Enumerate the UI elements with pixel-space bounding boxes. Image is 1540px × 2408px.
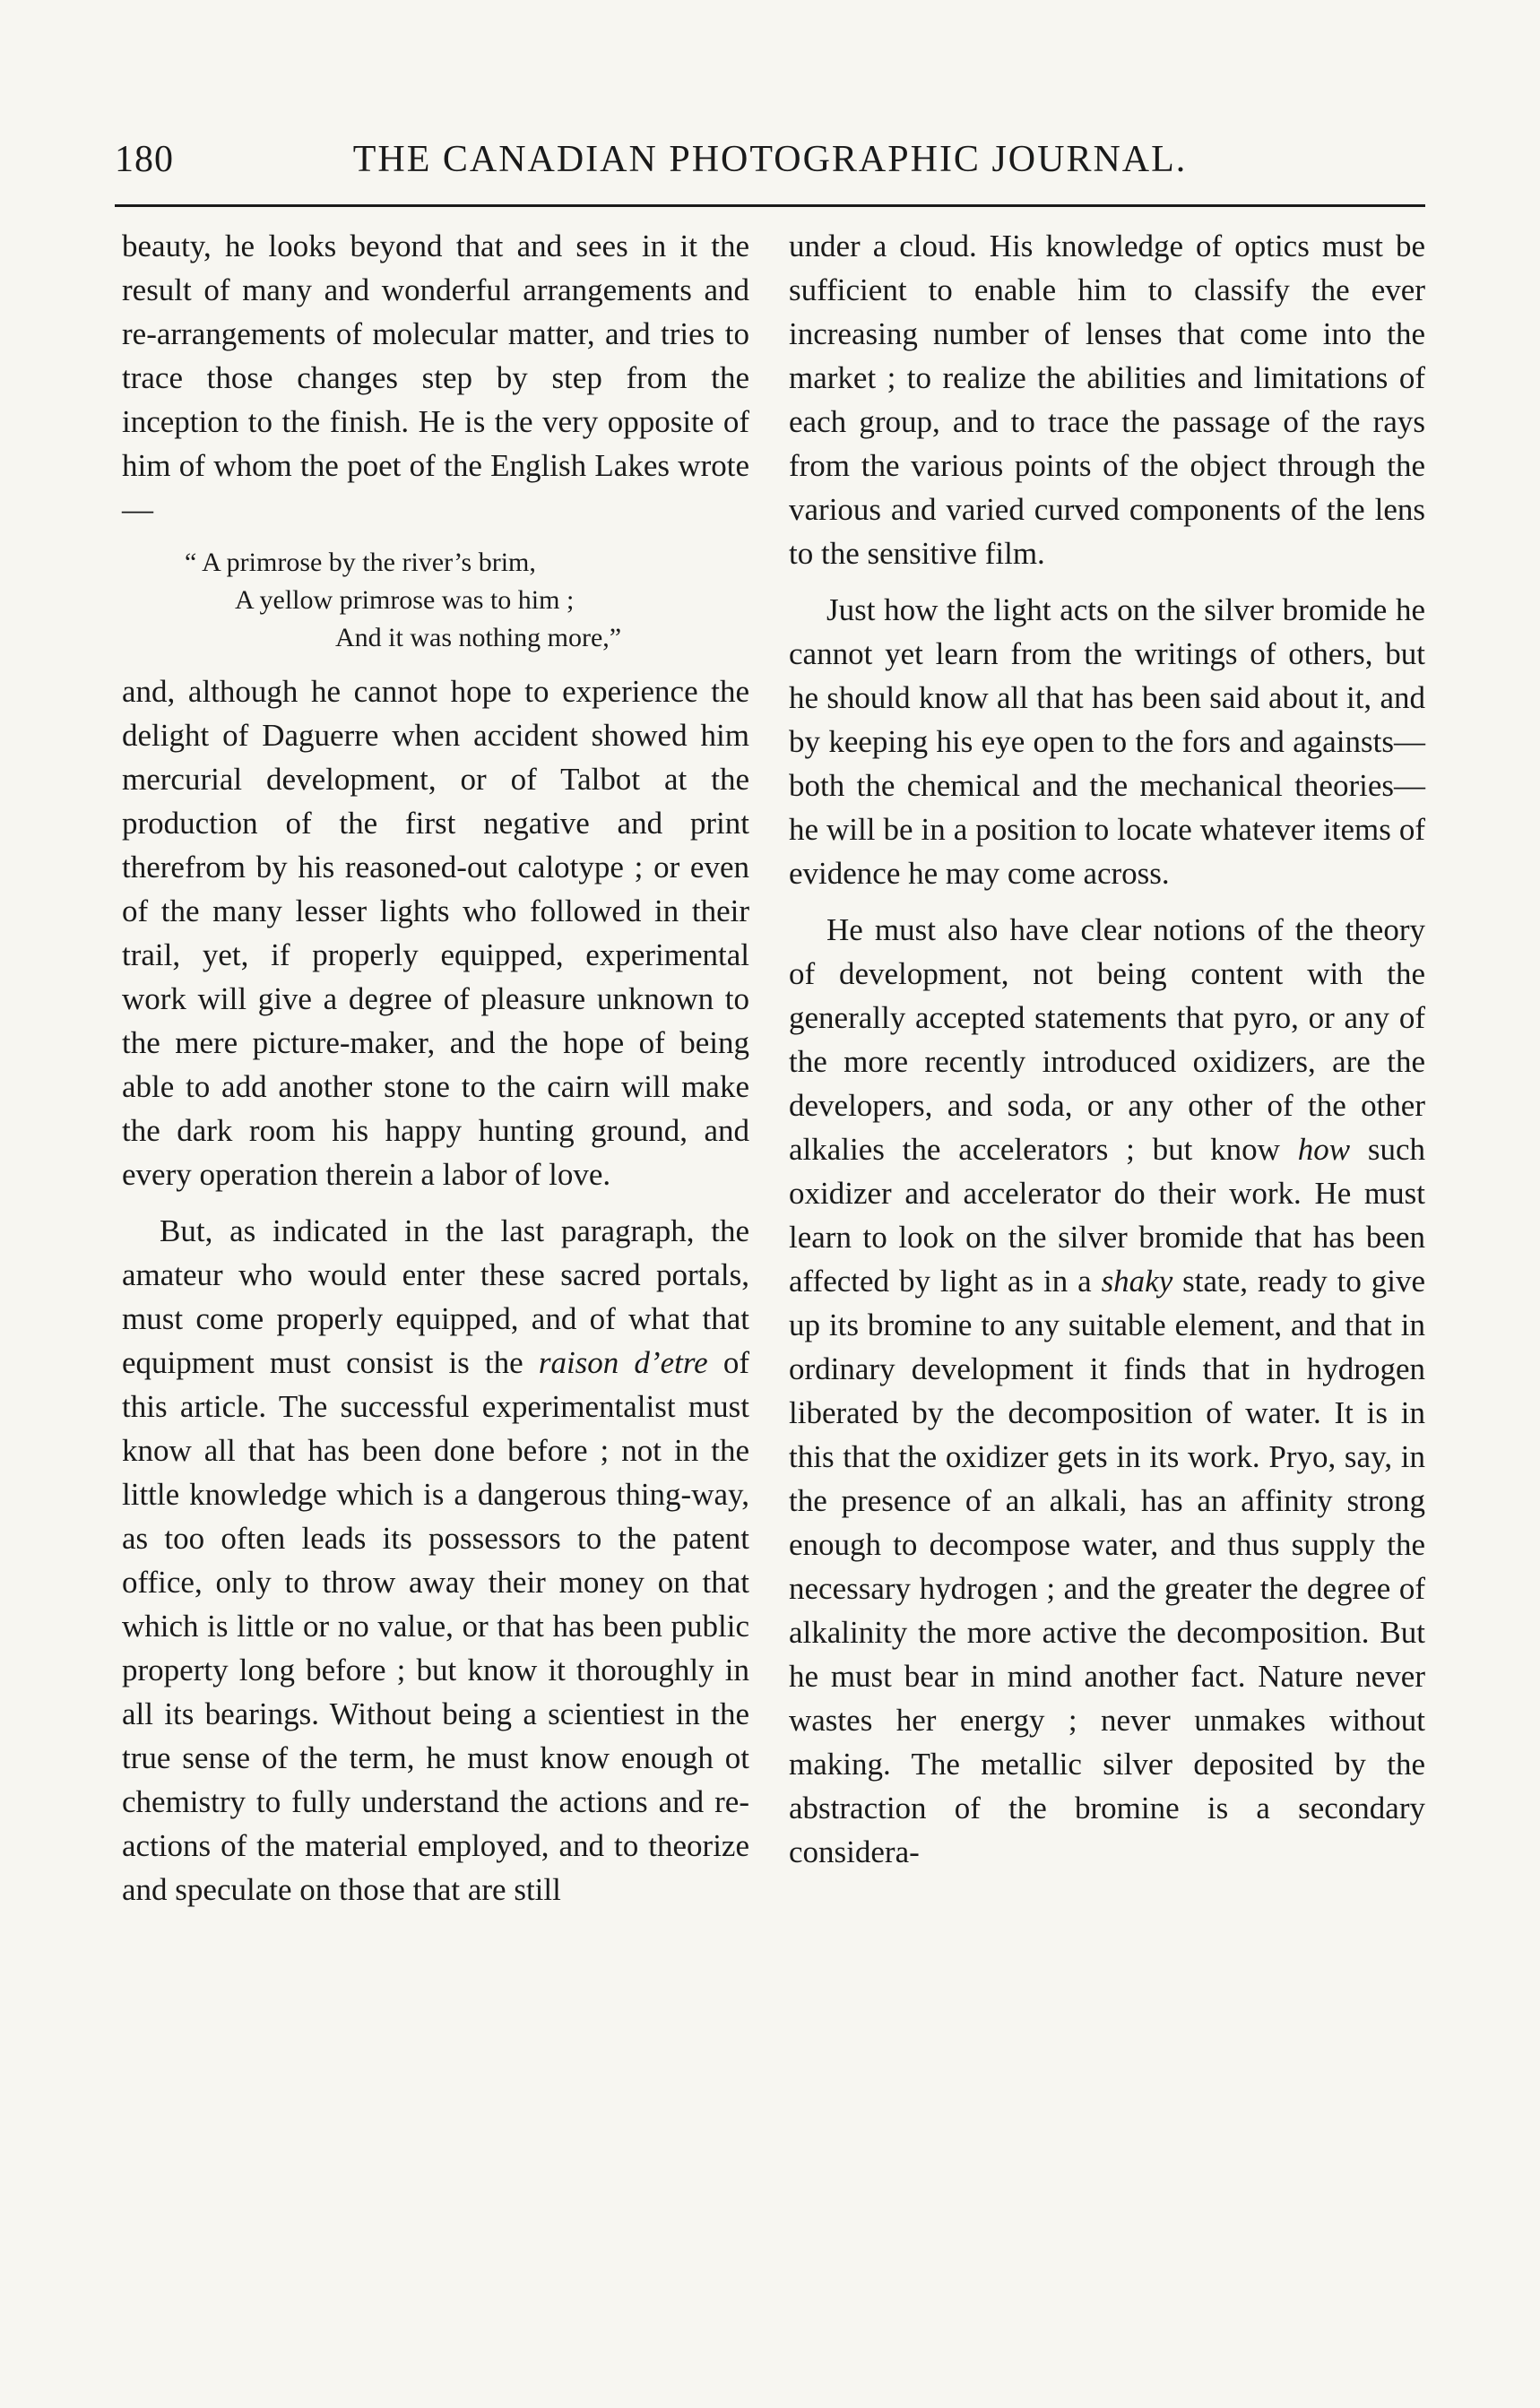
page-number: 180 [115,139,174,180]
text-run: of this article. The successful experimentalist must know all that has been done before ; not in the little knowledge which is a dangerous thing-way, as too often leads its possessors to the patent office, only to throw away their money on that which is little or no value, or that has been public property long before ; but know it thoroughly in all its bearings. Without being a scientiest in the true sense of the term, he must know enough ot chemistry to fully understand the actions and re-actions of the material employed, and to theorize and speculate on those that are still [122,1345,749,1907]
text-run: He must also have clear notions of the theory of development, not being content with the generally accepted statements that pyro, or any of the more recently introduced oxidizers, are the developers, and soda, or any other of the other alkalies the accelerators ; but know [789,912,1425,1167]
poem-line: “ A primrose by the river’s brim, [185,548,536,577]
italic-phrase: how [1297,1132,1351,1167]
text-run: state, ready to give up its bromine to any suitable element, and that in ordinary development it finds that in hydrogen liberated by the decomposition of water. It is in this that the oxidizer gets in its work. Pryo, say, in the presence of an alkali, has an affinity strong enough to decompose water, and thus supply the necessary hydrogen ; and the greater the degree of alkalinity the more active the decomposition. But he must bear in mind another fact. Nature never wastes her energy ; never unmakes without making. The metallic silver deposited by the abstraction of the bromine is a secondary considera- [789,1264,1425,1869]
right-column [789,224,1425,2274]
poem-line: And it was nothing more,” [335,623,622,652]
paragraph: Just how the light acts on the silver bromide he cannot yet learn from the writings of others, but he should know all that has been said about it, and by keeping his eye open to the fors and againsts—both the chemical and the mechanical theories—he will be in a position to locate whatever items of evidence he may come across. [789,592,1425,891]
italic-phrase: raison d’etre [538,1345,708,1380]
paragraph: and, although he cannot hope to experience the delight of Daguerre when accident showed him mercurial development, or of Talbot at the production of the first negative and print therefrom by his reasoned-out calotype ; or even of the many lesser lights who followed in their trail, yet, if properly equipped, experimental work will give a degree of pleasure unknown to the mere picture-maker, and the hope of being able to add another stone to the cairn will make the dark room his happy hunting ground, and every operation therein a labor of love. [122,674,749,1192]
poem-line: A yellow primrose was to him ; [235,585,575,615]
page-header [115,134,1425,188]
header-rule [115,204,1425,207]
text-run: such oxidizer and accelerator do their work. He must learn to look on the silver bromide that has been affected by light as in a [789,1132,1426,1299]
paragraph [789,908,1425,1874]
text-run: But, as indicated in the last paragraph, the amateur who would enter these sacred portals, must come properly equipped, and of what that equipment must consist is the [122,1213,749,1380]
italic-phrase: shaky [1101,1264,1173,1299]
paragraph: under a cloud. His knowledge of optics must be sufficient to enable him to classify the ever increasing number of lenses that come into the market ; to realize the abilities and limitations of each group, and to trace the passage of the rays from the various points of the object through the various and varied curved components of the lens to the sensitive film. [789,229,1425,571]
paragraph: beauty, he looks beyond that and sees in it the result of many and wonderful arrangements and re-arrangements of molecular matter, and tries to trace those changes step by step from the inception to the finish. He is the very opposite of him of whom the poet of the English Lakes wrote— [122,229,749,527]
paragraph [122,1209,749,1912]
running-title: THE CANADIAN PHOTOGRAPHIC JOURNAL. [352,139,1188,180]
poem-quote [122,544,749,657]
left-column [122,224,749,2274]
